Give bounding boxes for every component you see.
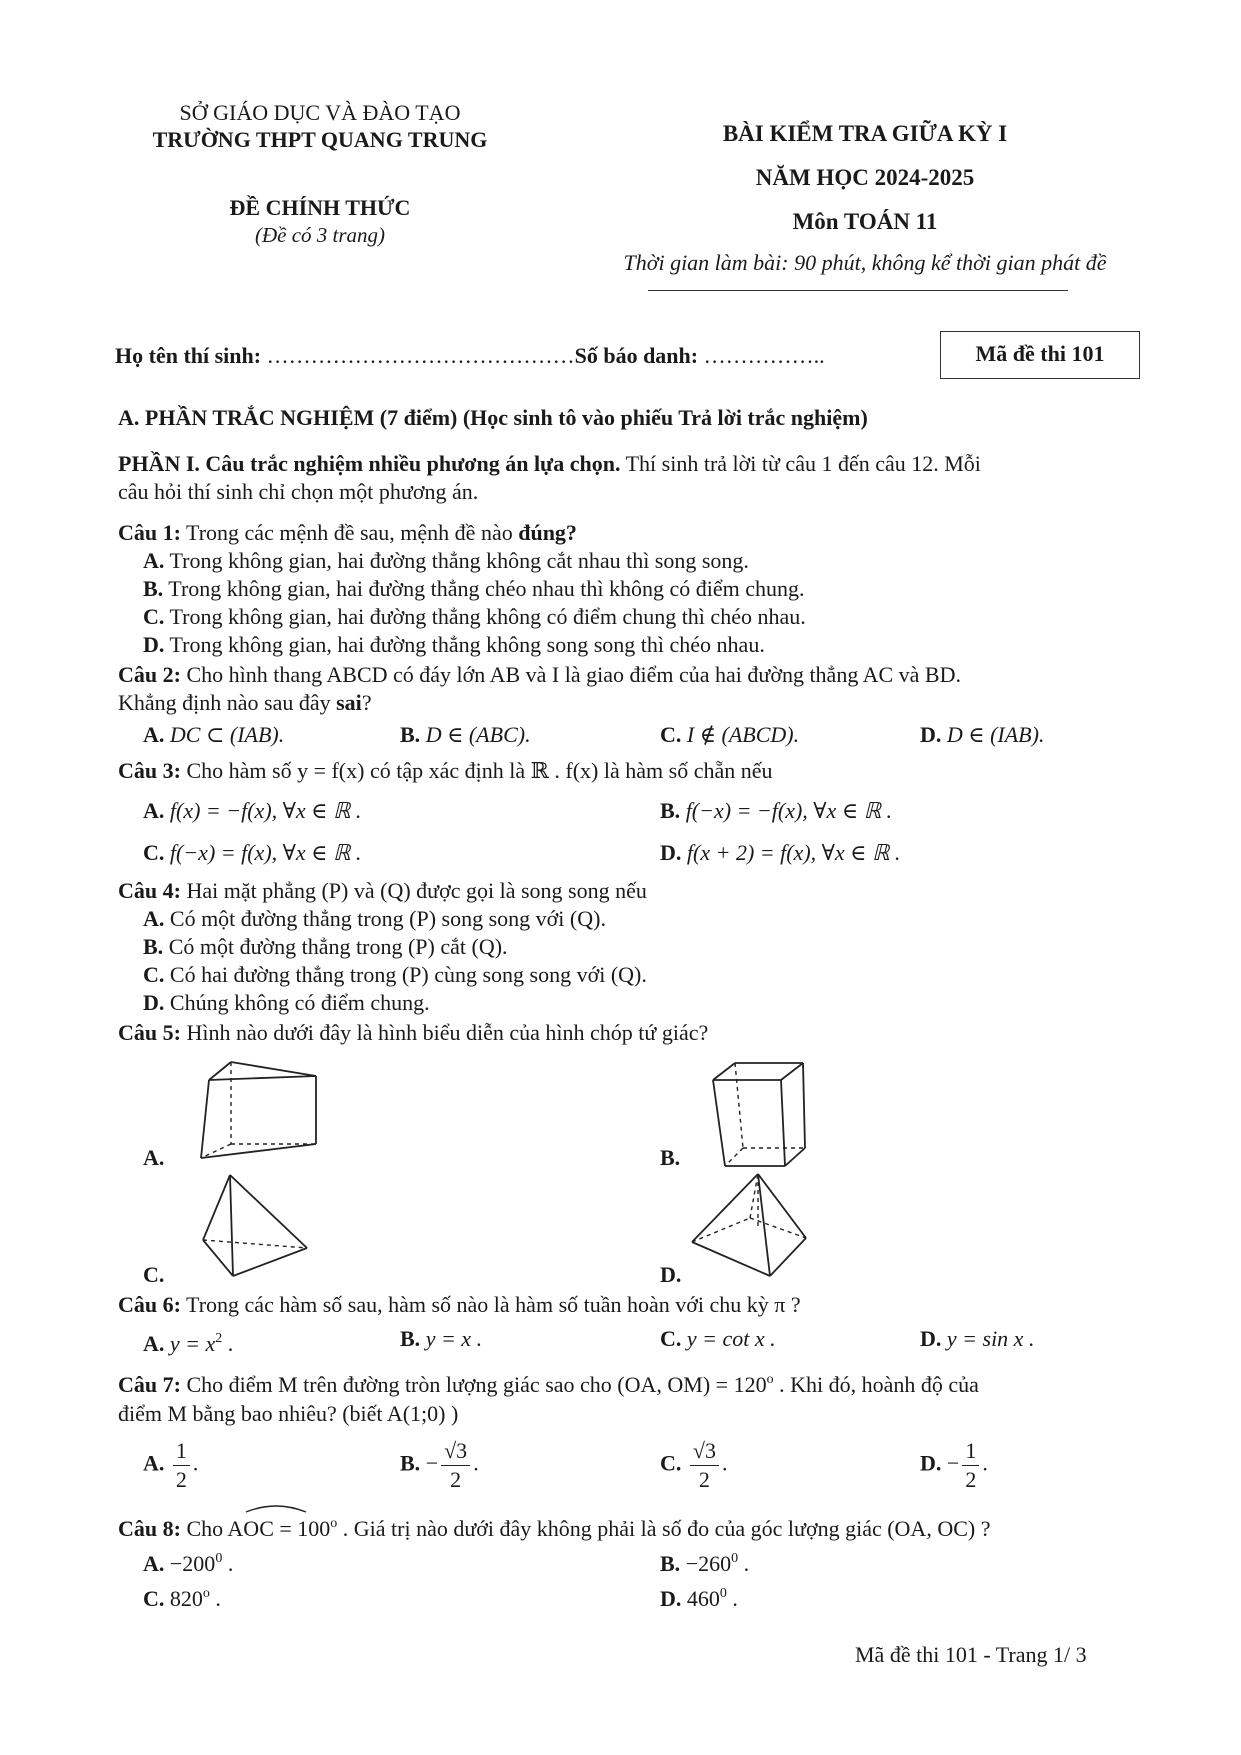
- option-text: Trong không gian, hai đường thẳng không cắt nhau thì song song.: [169, 548, 749, 573]
- department-name: SỞ GIÁO DỤC VÀ ĐÀO TẠO: [179, 100, 461, 125]
- q8-text-2: . Giá trị nào dưới đây không phải là số đo của góc lượng giác (OA, OC) ?: [337, 1516, 991, 1541]
- id-label: Số báo danh:: [574, 343, 699, 368]
- option-letter: A.: [143, 906, 165, 931]
- option-text: f(−x) = −f(x), ∀x ∈ ℝ .: [685, 798, 893, 823]
- denominator: 2: [450, 1467, 462, 1492]
- option-text: D ∈ (ABC).: [425, 722, 531, 747]
- q8-option-a[interactable]: A. $-200^0$ .: [143, 1551, 234, 1576]
- option-text: Có một đường thẳng trong (P) cắt (Q).: [168, 934, 508, 959]
- name-field[interactable]: ……………………………………: [261, 343, 575, 368]
- option-letter: C.: [143, 840, 165, 865]
- q7-text: Cho điểm M trên đường tròn lượng giác sao cho (OA, OM) = 120: [180, 1372, 767, 1397]
- q4-option-c[interactable]: [143, 961, 647, 989]
- option-letter: A.: [143, 722, 165, 747]
- option-text: y = x .: [425, 1326, 483, 1351]
- fig-d-pyramid: [688, 1170, 813, 1282]
- q2-stem-2: [118, 689, 372, 717]
- q5-text: Hình nào dưới đây là hình biểu diễn của hình chóp tứ giác?: [180, 1020, 709, 1045]
- degree-sign: 0: [731, 1551, 739, 1566]
- degree-sign: o: [202, 1586, 210, 1601]
- option-text: 460: [686, 1586, 720, 1611]
- fraction: [962, 1437, 979, 1494]
- option-end: .: [222, 1331, 234, 1356]
- q3-option-a[interactable]: [143, 797, 361, 825]
- fig-c-tetrahedron: [195, 1170, 320, 1282]
- q1-option-a[interactable]: [143, 547, 749, 575]
- q2-emph: sai: [336, 690, 362, 715]
- q1-text: Trong các mệnh đề sau, mệnh đề nào: [180, 520, 519, 545]
- q6-stem: [118, 1291, 801, 1319]
- option-text: DC ⊂ (IAB).: [169, 722, 285, 747]
- q8-option-d[interactable]: D. $460^0$ .: [660, 1586, 738, 1611]
- option-text: −200: [169, 1551, 216, 1576]
- fraction: [690, 1437, 719, 1494]
- q3-label: Câu 3:: [118, 758, 181, 783]
- option-text: D ∈ (IAB).: [946, 722, 1045, 747]
- q5-label: Câu 5:: [118, 1020, 181, 1045]
- q4-stem: [118, 877, 647, 905]
- option-text: Có một đường thẳng trong (P) song song với (Q).: [169, 906, 606, 931]
- q3-stem: [118, 757, 772, 785]
- q7-stem: [118, 1366, 979, 1399]
- option-letter: D.: [920, 1450, 942, 1476]
- q1-option-c[interactable]: [143, 603, 806, 631]
- degree-sign: o: [766, 1372, 774, 1387]
- angle-hat-mark: [242, 1502, 310, 1514]
- degree-sign: o: [330, 1516, 338, 1531]
- numerator: 1: [173, 1437, 190, 1466]
- q4-label: Câu 4:: [118, 878, 181, 903]
- school-year: NĂM HỌC 2024-2025: [755, 165, 975, 190]
- q2-option-a[interactable]: [143, 721, 284, 749]
- q6-option-a[interactable]: [143, 1325, 233, 1358]
- q1-label: Câu 1:: [118, 520, 181, 545]
- candidate-line: [115, 343, 825, 369]
- option-text: Trong không gian, hai đường thẳng không song song thì chéo nhau.: [169, 632, 765, 657]
- option-text: −260: [685, 1551, 732, 1576]
- option-letter: C.: [143, 962, 165, 987]
- option-letter: B.: [400, 722, 421, 747]
- q8-text: Cho AOC = 100: [180, 1516, 331, 1541]
- option-letter: A.: [143, 1551, 165, 1576]
- header-right: [565, 112, 1165, 282]
- option-letter: C.: [660, 1326, 682, 1351]
- option-text: Có hai đường thẳng trong (P) cùng song song với (Q).: [169, 962, 647, 987]
- q7-stem-2: điểm M bằng bao nhiêu? (biết A(1;0) ): [118, 1401, 459, 1426]
- part1-title: PHẦN I. Câu trắc nghiệm nhiều phương án lựa chọn.: [118, 451, 621, 476]
- fraction: [173, 1437, 190, 1494]
- q7-option-d[interactable]: D. − $\frac{1}{2}$ .: [920, 1438, 988, 1492]
- fraction: [441, 1437, 470, 1494]
- q2-option-b[interactable]: [400, 721, 531, 749]
- part1-desc: Thí sinh trả lời từ câu 1 đến câu 12. Mỗi: [620, 451, 981, 476]
- option-letter: D.: [143, 990, 165, 1015]
- fig-b-cube: [705, 1058, 815, 1170]
- option-letter: D.: [920, 722, 942, 747]
- option-letter: A.: [143, 548, 165, 573]
- q1-option-d[interactable]: [143, 631, 765, 659]
- part1-desc-2: câu hỏi thí sinh chỉ chọn một phương án.: [118, 479, 479, 504]
- time-note: Thời gian làm bài: 90 phút, không kể thời gian phát đề: [623, 250, 1107, 275]
- q5-option-d[interactable]: D.: [660, 1262, 682, 1287]
- q2-text: Cho hình thang ABCD có đáy lớn AB và I là giao điểm của hai đường thẳng AC và BD.: [180, 662, 961, 687]
- fig-a-prism: [195, 1058, 325, 1163]
- option-letter: B.: [400, 1450, 421, 1476]
- q2-text-3: ?: [361, 690, 372, 715]
- q3-text: Cho hàm số y = f(x) có tập xác định là ℝ . f(x) là hàm số chẵn nếu: [180, 758, 773, 783]
- q7-option-a[interactable]: A. $\frac{1}{2}$ .: [143, 1438, 199, 1492]
- q6-option-c[interactable]: [660, 1325, 776, 1353]
- q8-label: Câu 8:: [118, 1516, 181, 1541]
- q7-option-c[interactable]: C. $\frac{√3}{2}$ .: [660, 1438, 728, 1492]
- q1-emph: đúng?: [518, 520, 577, 545]
- option-text: y = x: [169, 1331, 216, 1356]
- q8-stem: [118, 1510, 990, 1543]
- option-letter: B.: [143, 576, 164, 601]
- denominator: 2: [698, 1467, 710, 1492]
- q7-label: Câu 7:: [118, 1372, 181, 1397]
- option-letter: D.: [660, 840, 682, 865]
- option-text: f(x + 2) = f(x), ∀x ∈ ℝ .: [686, 840, 901, 865]
- q5-stem: [118, 1019, 708, 1047]
- degree-sign: 0: [215, 1551, 223, 1566]
- exam-code-box: Mã đề thi 101: [940, 331, 1140, 379]
- q2-option-c[interactable]: [660, 721, 799, 749]
- minus-sign: −: [946, 1450, 960, 1476]
- option-letter: A.: [143, 798, 165, 823]
- option-letter: B.: [400, 1326, 421, 1351]
- q4-option-d[interactable]: [143, 989, 430, 1017]
- q6-option-d[interactable]: [920, 1325, 1034, 1353]
- q4-option-b[interactable]: [143, 933, 508, 961]
- minus-sign: −: [425, 1450, 439, 1476]
- q2-option-d[interactable]: [920, 721, 1044, 749]
- q2-label: Câu 2:: [118, 662, 181, 687]
- q6-label: Câu 6:: [118, 1292, 181, 1317]
- q3-option-b[interactable]: [660, 797, 892, 825]
- degree-sign: 0: [719, 1586, 727, 1601]
- denominator: 2: [965, 1467, 977, 1492]
- section-a-title: A. PHẦN TRẮC NGHIỆM (7 điểm) (Học sinh tô vào phiếu Trả lời trắc nghiệm): [118, 405, 868, 430]
- numerator: √3: [690, 1437, 719, 1466]
- school-name: TRƯỜNG THPT QUANG TRUNG: [152, 127, 488, 152]
- q8-option-b[interactable]: B. $-260^0$ .: [660, 1551, 750, 1576]
- option-letter: C.: [143, 1586, 165, 1611]
- option-letter: D.: [920, 1326, 942, 1351]
- q7-option-b[interactable]: B. − $\frac{√3}{2}$ .: [400, 1438, 479, 1492]
- q5-option-b[interactable]: B.: [660, 1145, 681, 1170]
- header-divider: [648, 290, 1068, 291]
- option-text: y = sin x .: [946, 1326, 1035, 1351]
- q4-option-a[interactable]: [143, 905, 606, 933]
- official-label: ĐỀ CHÍNH THỨC: [229, 195, 411, 220]
- q2-text-2: Khẳng định nào sau đây: [118, 690, 337, 715]
- option-text: Trong không gian, hai đường thẳng chéo nhau thì không có điểm chung.: [168, 576, 805, 601]
- option-letter: B.: [660, 1551, 681, 1576]
- pages-note: (Đề có 3 trang): [254, 223, 386, 247]
- option-letter: D.: [143, 632, 165, 657]
- option-letter: C.: [660, 1450, 682, 1476]
- option-letter: C.: [143, 604, 165, 629]
- numerator: √3: [441, 1437, 470, 1466]
- q1-stem: [118, 519, 577, 547]
- header-left: [110, 100, 530, 248]
- subject: Môn TOÁN 11: [792, 209, 938, 234]
- q6-text: Trong các hàm số sau, hàm số nào là hàm số tuần hoàn với chu kỳ π ?: [180, 1292, 801, 1317]
- option-text: f(x) = −f(x), ∀x ∈ ℝ .: [169, 798, 362, 823]
- exponent: 2: [215, 1331, 223, 1346]
- option-letter: B.: [143, 934, 164, 959]
- option-text: f(−x) = f(x), ∀x ∈ ℝ .: [169, 840, 362, 865]
- option-text: 820: [169, 1586, 203, 1611]
- q3-option-d[interactable]: [660, 839, 900, 867]
- option-text: I ∉ (ABCD).: [686, 722, 800, 747]
- option-letter: B.: [660, 798, 681, 823]
- option-text: y = cot x .: [686, 1326, 776, 1351]
- numerator: 1: [962, 1437, 979, 1466]
- q5-option-c[interactable]: C.: [143, 1262, 165, 1287]
- q8-option-c[interactable]: C. 820$^o$ .: [143, 1586, 221, 1611]
- option-letter: C.: [660, 722, 682, 747]
- q7-text-end: . Khi đó, hoành độ của: [773, 1372, 979, 1397]
- q3-option-c[interactable]: [143, 839, 361, 867]
- id-field[interactable]: ……………..: [698, 343, 825, 368]
- exam-title: BÀI KIỂM TRA GIỮA KỲ I: [722, 121, 1008, 146]
- option-letter: A.: [143, 1331, 165, 1356]
- option-letter: A.: [143, 1450, 165, 1476]
- q5-option-a[interactable]: A.: [143, 1145, 165, 1170]
- option-text: Chúng không có điểm chung.: [169, 990, 430, 1015]
- page-footer: Mã đề thi 101 - Trang 1/ 3: [855, 1642, 1087, 1667]
- denominator: 2: [175, 1467, 187, 1492]
- q4-text: Hai mặt phẳng (P) và (Q) được gọi là song song nếu: [180, 878, 647, 903]
- option-text: Trong không gian, hai đường thẳng không có điểm chung thì chéo nhau.: [169, 604, 806, 629]
- q2-stem: [118, 661, 961, 689]
- q1-option-b[interactable]: [143, 575, 805, 603]
- option-letter: D.: [660, 1586, 682, 1611]
- q6-option-b[interactable]: [400, 1325, 482, 1353]
- name-label: Họ tên thí sinh:: [115, 343, 262, 368]
- part1-line1: [118, 450, 981, 478]
